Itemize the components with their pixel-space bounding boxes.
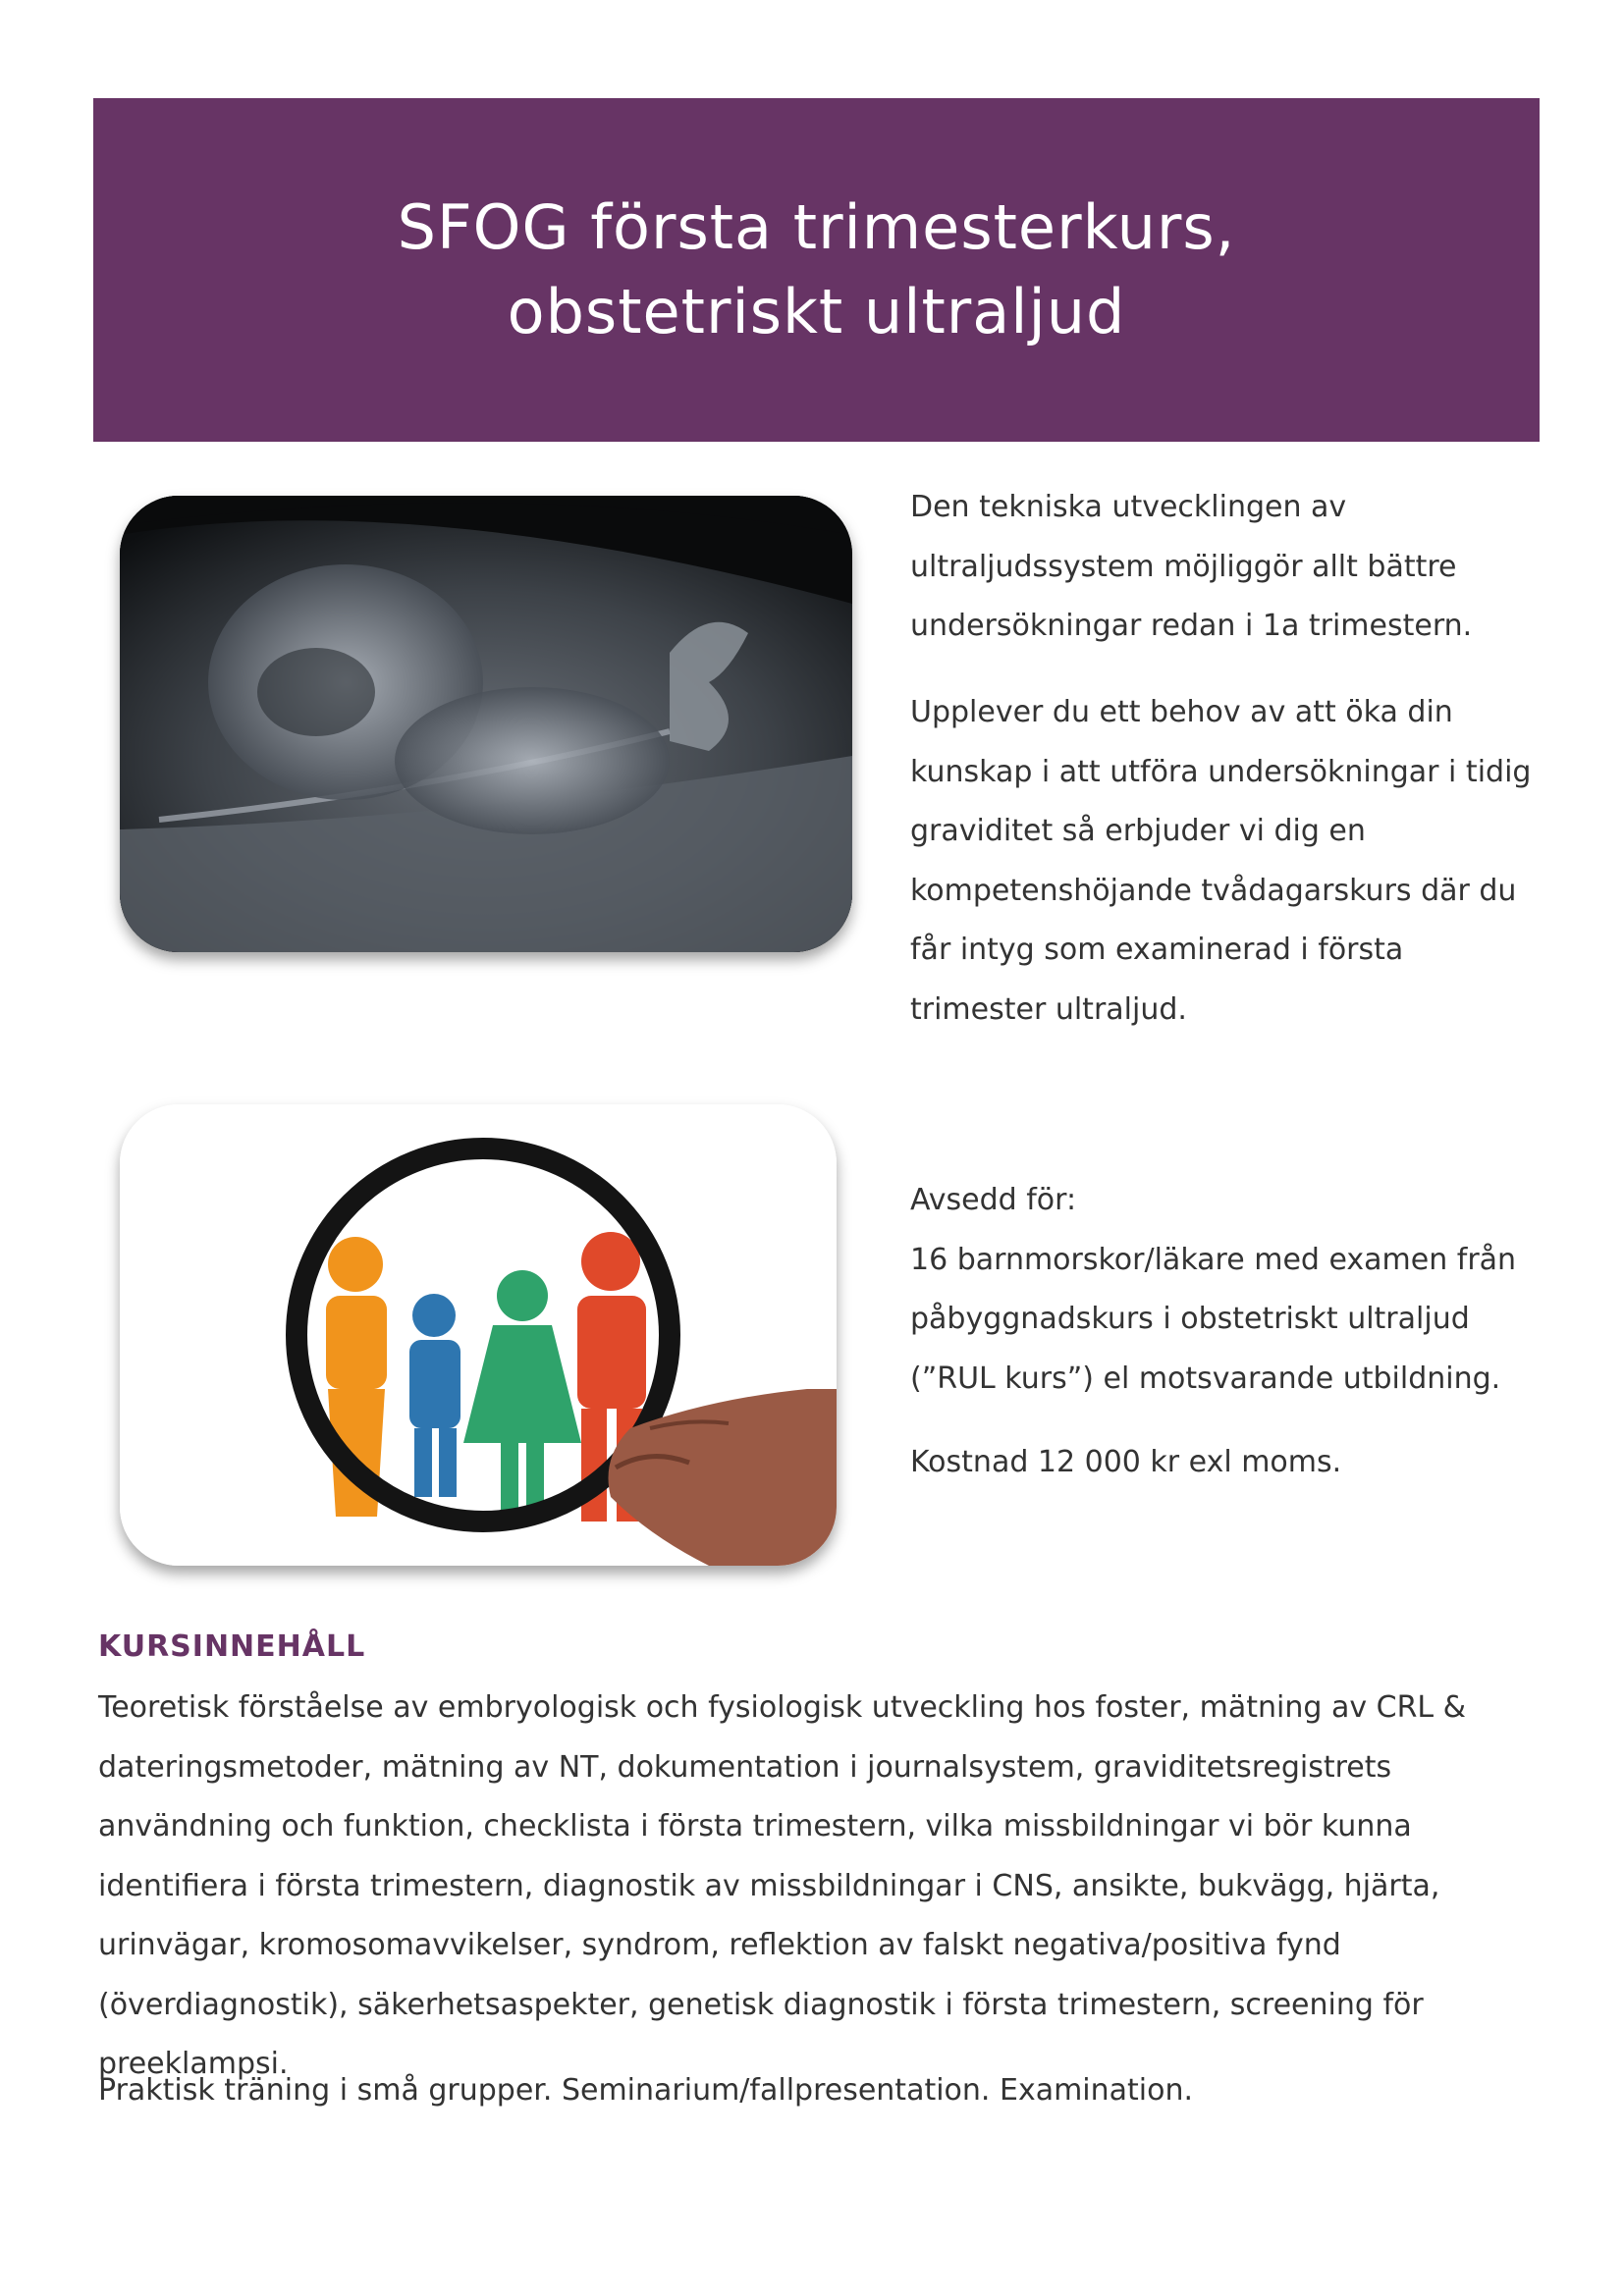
audience-label: Avsedd för: <box>910 1183 1077 1217</box>
ultrasound-image <box>120 496 852 952</box>
audience-block <box>910 1171 1539 1409</box>
practical-text: Praktisk träning i små grupper. Seminarium/fallpresentation. Examination. <box>98 2073 1194 2108</box>
ultrasound-fetus-icon <box>120 496 852 952</box>
magnifier-image <box>120 1104 837 1566</box>
section-heading: KURSINNEHÅLL <box>98 1629 366 1664</box>
title-line-1: SFOG första trimesterkurs, <box>397 191 1236 263</box>
intro-paragraph-2: Upplever du ett behov av att öka din kunskap i att utföra undersökningar i tidig graviditet så erbjuder vi dig en kompetenshöjande tvådagarskurs där du får intyg som examinerad i första trimester ultraljud. <box>910 695 1532 1027</box>
intro-paragraph-1: Den tekniska utvecklingen av ultraljudssystem möjliggör allt bättre undersökningar redan i 1a trimestern. <box>910 490 1473 643</box>
cost-text: Kostnad 12 000 kr exl moms. <box>910 1445 1342 1479</box>
title-line-2: obstetriskt ultraljud <box>507 276 1126 347</box>
title-banner <box>93 98 1540 442</box>
magnifying-glass-people-icon <box>120 1104 837 1566</box>
course-content-text: Teoretisk förståelse av embryologisk och fysiologisk utveckling hos foster, mätning av CRL & dateringsmetoder, mätning av NT, dokumentation i journalsystem, graviditetsregistrets användning och funktion, checklista i första trimestern, vilka missbildningar vi bör kunna identifiera i första trimestern, diagnostik av missbildningar i CNS, ansikte, bukvägg, hjärta, urinvägar, kromosomavvikelser, syndrom, reflektion av falskt negativa/positiva fynd (överdiagnostik), säkerhetsaspekter, genetisk diagnostik i första trimestern, screening för preeklampsi. <box>98 1690 1467 2081</box>
audience-text: 16 barnmorskor/läkare med examen från påbyggnadskurs i obstetriskt ultraljud (”RUL kurs”) el motsvarande utbildning. <box>910 1242 1517 1396</box>
